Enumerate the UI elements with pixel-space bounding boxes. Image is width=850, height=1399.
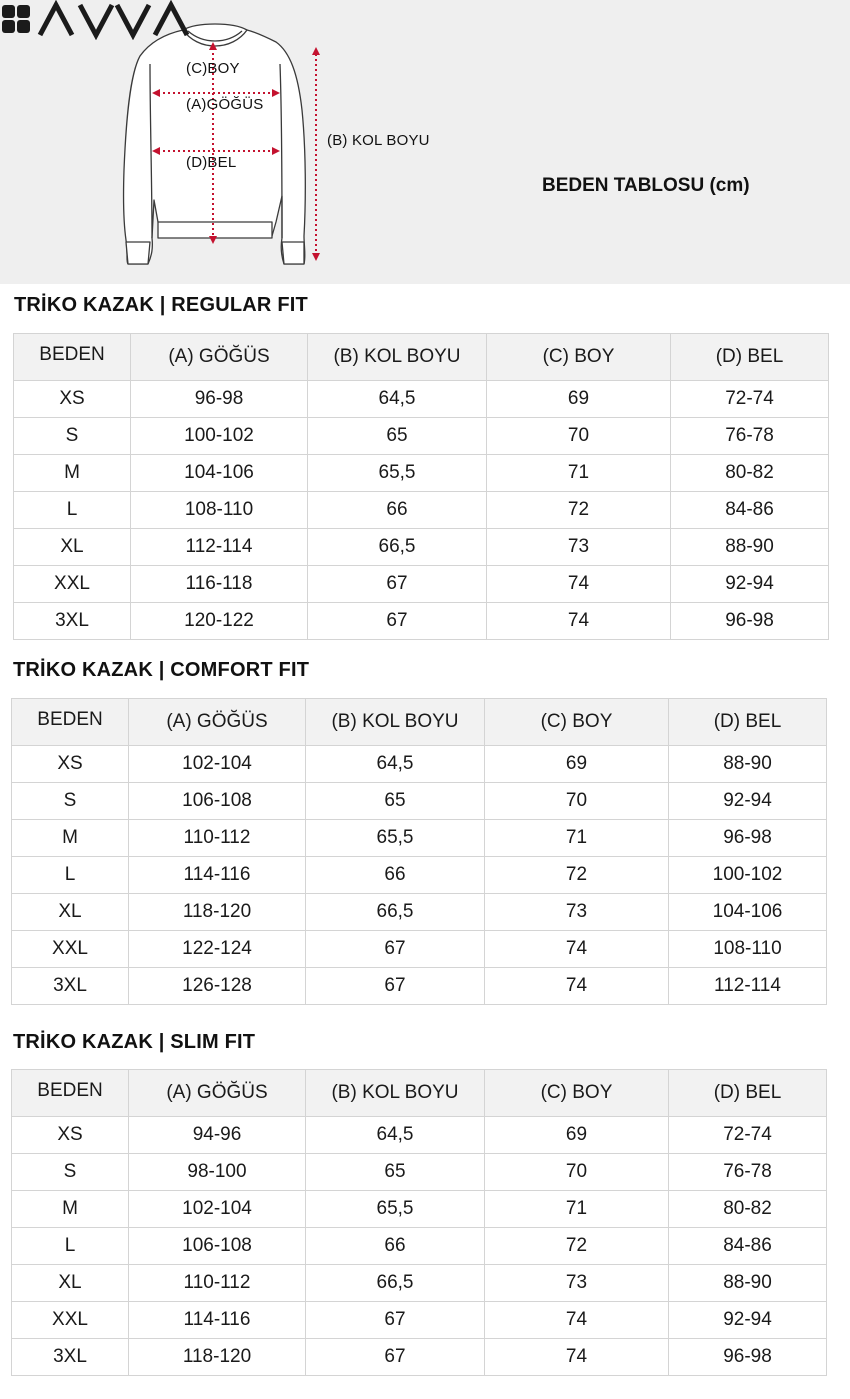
measurement-cell: 96-98 <box>671 603 829 640</box>
measurement-cell: 96-98 <box>131 381 308 418</box>
measurement-cell: 65,5 <box>308 455 487 492</box>
measurement-cell: 92-94 <box>671 566 829 603</box>
column-header: (C) BOY <box>485 1070 669 1117</box>
column-header: (D) BEL <box>671 334 829 381</box>
measurement-cell: 69 <box>485 1117 669 1154</box>
measurement-cell: 108-110 <box>669 931 827 968</box>
measurement-cell: 66 <box>308 492 487 529</box>
measurement-cell: 66,5 <box>306 894 485 931</box>
measurement-cell: 96-98 <box>669 820 827 857</box>
table-row <box>12 1302 827 1339</box>
table-row <box>12 894 827 931</box>
measurement-cell: 66 <box>306 857 485 894</box>
measurement-cell: 67 <box>308 566 487 603</box>
table-row <box>12 1191 827 1228</box>
measurement-cell: 84-86 <box>669 1228 827 1265</box>
measurement-cell: 88-90 <box>669 746 827 783</box>
measurement-cell: 94-96 <box>129 1117 306 1154</box>
measurement-cell: 106-108 <box>129 783 306 820</box>
measurement-cell: 76-78 <box>671 418 829 455</box>
size-cell: XXL <box>12 1302 129 1339</box>
measurement-cell: 69 <box>487 381 671 418</box>
table-row <box>12 746 827 783</box>
measurement-cell: 72-74 <box>669 1117 827 1154</box>
column-header: (B) KOL BOYU <box>306 1070 485 1117</box>
measurement-cell: 114-116 <box>129 857 306 894</box>
measurement-cell: 102-104 <box>129 746 306 783</box>
measurement-cell: 122-124 <box>129 931 306 968</box>
table-row <box>14 603 829 640</box>
measurement-cell: 72 <box>485 1228 669 1265</box>
size-cell: L <box>12 1228 129 1265</box>
measurement-cell: 67 <box>306 1339 485 1376</box>
measurement-cell: 64,5 <box>306 746 485 783</box>
measurement-cell: 72 <box>485 857 669 894</box>
table-row <box>12 931 827 968</box>
measurement-cell: 100-102 <box>669 857 827 894</box>
measurement-cell: 118-120 <box>129 894 306 931</box>
measurement-cell: 114-116 <box>129 1302 306 1339</box>
column-header: (C) BOY <box>485 699 669 746</box>
size-cell: S <box>12 783 129 820</box>
measurement-cell: 66,5 <box>308 529 487 566</box>
table-row <box>14 529 829 566</box>
table-row <box>14 455 829 492</box>
measurement-cell: 80-82 <box>671 455 829 492</box>
measurement-cell: 110-112 <box>129 820 306 857</box>
measurement-cell: 64,5 <box>308 381 487 418</box>
size-table-comfort-fit <box>11 698 827 1005</box>
measurement-cell: 64,5 <box>306 1117 485 1154</box>
size-cell: XXL <box>12 931 129 968</box>
measurement-cell: 98-100 <box>129 1154 306 1191</box>
size-cell: XS <box>14 381 131 418</box>
size-cell: M <box>14 455 131 492</box>
table-header-row <box>14 334 829 381</box>
measurement-cell: 73 <box>485 894 669 931</box>
measurement-cell: 70 <box>485 783 669 820</box>
size-cell: 3XL <box>12 968 129 1005</box>
size-cell: XS <box>12 1117 129 1154</box>
column-header: (B) KOL BOYU <box>306 699 485 746</box>
measurement-cell: 65 <box>308 418 487 455</box>
measurement-cell: 69 <box>485 746 669 783</box>
size-chart-subtitle: BEDEN TABLOSU (cm) <box>542 175 750 196</box>
table-row <box>12 1117 827 1154</box>
column-header: (A) GÖĞÜS <box>131 334 308 381</box>
measurement-cell: 88-90 <box>669 1265 827 1302</box>
table-row <box>12 968 827 1005</box>
size-table-slim-fit <box>11 1069 827 1376</box>
measurement-cell: 116-118 <box>131 566 308 603</box>
bel-label: (D)BEL <box>186 154 237 171</box>
measurement-cell: 67 <box>306 931 485 968</box>
measurement-cell: 112-114 <box>669 968 827 1005</box>
size-chart-header <box>0 0 850 284</box>
size-cell: M <box>12 1191 129 1228</box>
measurement-cell: 92-94 <box>669 1302 827 1339</box>
measurement-cell: 102-104 <box>129 1191 306 1228</box>
measurement-cell: 104-106 <box>131 455 308 492</box>
size-cell: S <box>14 418 131 455</box>
table-row <box>12 857 827 894</box>
table-row <box>12 783 827 820</box>
size-cell: M <box>12 820 129 857</box>
column-header: (D) BEL <box>669 699 827 746</box>
measurement-cell: 70 <box>487 418 671 455</box>
measurement-cell: 65,5 <box>306 820 485 857</box>
measurement-cell: 65 <box>306 783 485 820</box>
size-cell: 3XL <box>14 603 131 640</box>
measurement-cell: 76-78 <box>669 1154 827 1191</box>
measurement-cell: 72 <box>487 492 671 529</box>
measurement-cell: 112-114 <box>131 529 308 566</box>
measurement-cell: 67 <box>306 1302 485 1339</box>
column-header: (C) BOY <box>487 334 671 381</box>
section-title-comfort-fit: TRİKO KAZAK | COMFORT FIT <box>13 659 310 681</box>
measurement-cell: 96-98 <box>669 1339 827 1376</box>
measurement-cell: 67 <box>308 603 487 640</box>
size-cell: L <box>12 857 129 894</box>
size-cell: XS <box>12 746 129 783</box>
measurement-cell: 65,5 <box>306 1191 485 1228</box>
measurement-cell: 126-128 <box>129 968 306 1005</box>
column-header: BEDEN <box>14 334 131 381</box>
size-cell: S <box>12 1154 129 1191</box>
table-row <box>14 492 829 529</box>
measurement-cell: 80-82 <box>669 1191 827 1228</box>
measurement-cell: 71 <box>487 455 671 492</box>
column-header: (A) GÖĞÜS <box>129 1070 306 1117</box>
column-header: (B) KOL BOYU <box>308 334 487 381</box>
measurement-cell: 92-94 <box>669 783 827 820</box>
measurement-cell: 110-112 <box>129 1265 306 1302</box>
measurement-cell: 74 <box>485 1339 669 1376</box>
column-header: BEDEN <box>12 699 129 746</box>
measurement-cell: 84-86 <box>671 492 829 529</box>
measurement-cell: 100-102 <box>131 418 308 455</box>
measurement-cell: 74 <box>485 1302 669 1339</box>
measurement-cell: 106-108 <box>129 1228 306 1265</box>
measurement-cell: 65 <box>306 1154 485 1191</box>
measurement-cell: 71 <box>485 1191 669 1228</box>
measurement-cell: 74 <box>487 566 671 603</box>
table-row <box>14 418 829 455</box>
measurement-cell: 66,5 <box>306 1265 485 1302</box>
section-title-slim-fit: TRİKO KAZAK | SLIM FIT <box>13 1031 256 1053</box>
measurement-cell: 73 <box>485 1265 669 1302</box>
measurement-cell: 104-106 <box>669 894 827 931</box>
kol-boyu-label: (B) KOL BOYU <box>327 132 430 149</box>
table-row <box>14 381 829 418</box>
size-cell: L <box>14 492 131 529</box>
avva-logo-icon <box>0 0 190 40</box>
table-header-row <box>12 699 827 746</box>
measurement-cell: 118-120 <box>129 1339 306 1376</box>
measurement-cell: 120-122 <box>131 603 308 640</box>
table-header-row <box>12 1070 827 1117</box>
measurement-cell: 71 <box>485 820 669 857</box>
measurement-cell: 73 <box>487 529 671 566</box>
size-table-regular-fit <box>13 333 829 640</box>
size-cell: XXL <box>14 566 131 603</box>
measurement-cell: 74 <box>487 603 671 640</box>
boy-label: (C)BOY <box>186 60 240 77</box>
size-cell: 3XL <box>12 1339 129 1376</box>
measurement-cell: 72-74 <box>671 381 829 418</box>
table-row <box>12 1154 827 1191</box>
measurement-cell: 74 <box>485 968 669 1005</box>
size-cell: XL <box>14 529 131 566</box>
size-cell: XL <box>12 894 129 931</box>
section-title-regular-fit: TRİKO KAZAK | REGULAR FIT <box>14 294 308 316</box>
table-row <box>12 820 827 857</box>
column-header: BEDEN <box>12 1070 129 1117</box>
gogus-label: (A)GÖĞÜS <box>186 96 264 113</box>
measurement-cell: 88-90 <box>671 529 829 566</box>
table-row <box>12 1339 827 1376</box>
size-cell: XL <box>12 1265 129 1302</box>
table-row <box>12 1228 827 1265</box>
column-header: (A) GÖĞÜS <box>129 699 306 746</box>
measurement-cell: 70 <box>485 1154 669 1191</box>
measurement-cell: 74 <box>485 931 669 968</box>
measurement-cell: 108-110 <box>131 492 308 529</box>
table-row <box>14 566 829 603</box>
measurement-cell: 66 <box>306 1228 485 1265</box>
measurement-cell: 67 <box>306 968 485 1005</box>
column-header: (D) BEL <box>669 1070 827 1117</box>
table-row <box>12 1265 827 1302</box>
